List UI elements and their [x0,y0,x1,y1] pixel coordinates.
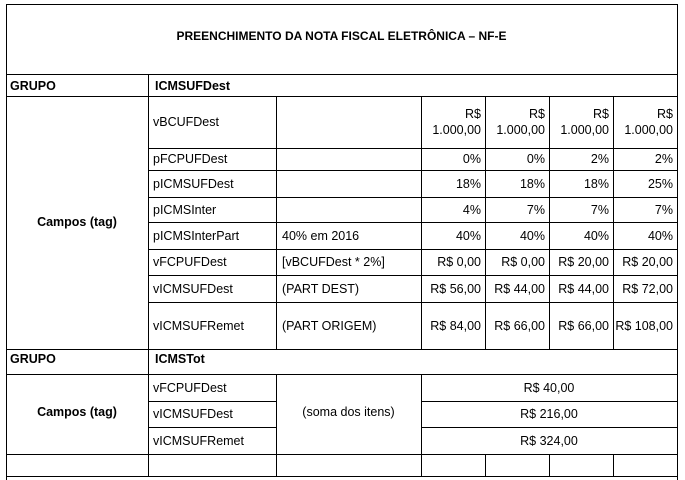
value-cell: R$ 1.000,00 [560,107,609,137]
column-divider [549,96,550,350]
value-cell: 7% [526,203,545,217]
column-divider [613,96,614,350]
group-divider [6,349,678,350]
value-cell: 40% [519,229,545,243]
table-border-bottom [6,476,678,477]
table-row-divider [148,222,678,223]
group-label: GRUPO [10,352,56,366]
value-cell: R$ 1.000,00 [432,107,481,137]
field-tag: vICMSUFDest [153,407,233,421]
field-tag: pICMSInterPart [153,229,240,243]
group-label: GRUPO [10,79,56,93]
value-cell: 2% [590,152,609,166]
total-value: R$ 324,00 [520,434,578,448]
field-note: (PART ORIGEM) [282,319,377,333]
value-cell: R$ 56,00 [430,282,481,296]
field-tag: vBCUFDest [153,115,219,129]
value-cell: 7% [590,203,609,217]
table-row-divider [148,170,678,171]
table-row-divider [421,401,678,402]
value-cell: R$ 1.000,00 [496,107,545,137]
table-row-divider [148,275,678,276]
value-cell: 0% [526,152,545,166]
value-cell: 25% [647,177,673,191]
value-cell: R$ 20,00 [558,255,609,269]
field-tag: vICMSUFDest [153,282,233,296]
field-note: (PART DEST) [282,282,360,296]
value-cell: 2% [654,152,673,166]
value-cell: 7% [654,203,673,217]
table-row-divider [421,427,678,428]
value-cell: R$ 44,00 [494,282,545,296]
value-cell: R$ 66,00 [494,319,545,333]
column-divider [276,454,277,477]
group-divider [6,374,678,375]
value-cell: R$ 0,00 [501,255,545,269]
group-name: ICMSUFDest [155,79,231,93]
value-cell: 18% [455,177,481,191]
column-divider [276,96,277,350]
column-divider [421,454,422,477]
column-divider [485,454,486,477]
field-tag: vICMSUFRemet [153,319,244,333]
value-cell: 40% [647,229,673,243]
column-divider [148,349,149,455]
document-title: PREENCHIMENTO DA NOTA FISCAL ELETRÔNICA – NF-E [176,29,507,43]
column-divider [421,96,422,350]
field-note: 40% em 2016 [282,229,360,243]
value-cell: R$ 72,00 [622,282,673,296]
field-tag: vICMSUFRemet [153,434,244,448]
value-cell: R$ 1.000,00 [624,107,673,137]
group-name: ICMSTot [155,352,205,366]
table-row-divider [6,454,678,455]
table-row-divider [148,401,277,402]
value-cell: 0% [462,152,481,166]
fields-label: Campos (tag) [37,215,117,229]
field-tag: pICMSInter [153,203,217,217]
field-tag: pFCPUFDest [153,152,228,166]
value-cell: R$ 66,00 [558,319,609,333]
column-divider [613,454,614,477]
field-tag: vFCPUFDest [153,381,227,395]
field-tag: pICMSUFDest [153,177,234,191]
column-divider [485,96,486,350]
value-cell: 4% [462,203,481,217]
value-cell: R$ 20,00 [622,255,673,269]
value-cell: R$ 0,00 [437,255,481,269]
value-cell: R$ 84,00 [430,319,481,333]
field-note: [vBCUFDest * 2%] [282,255,385,269]
table-border-right [677,4,678,480]
value-cell: 18% [583,177,609,191]
value-cell: 18% [519,177,545,191]
total-value: R$ 40,00 [523,381,575,395]
table-border-top [6,4,678,5]
total-value: R$ 216,00 [520,407,578,421]
fields-label: Campos (tag) [37,405,117,419]
table-row-divider [148,427,277,428]
table-row-divider [148,302,678,303]
field-tag: vFCPUFDest [153,255,227,269]
table-row-divider [148,197,678,198]
column-divider [148,454,149,477]
group-divider [6,96,678,97]
value-cell: 40% [455,229,481,243]
column-divider [421,374,422,455]
value-cell: 40% [583,229,609,243]
value-cell: R$ 44,00 [558,282,609,296]
title-divider [6,74,678,75]
value-cell: R$ 108,00 [615,319,673,333]
table-row-divider [148,148,678,149]
table-row-divider [148,249,678,250]
column-divider [549,454,550,477]
sum-note: (soma dos itens) [302,405,395,419]
column-divider [148,74,149,350]
